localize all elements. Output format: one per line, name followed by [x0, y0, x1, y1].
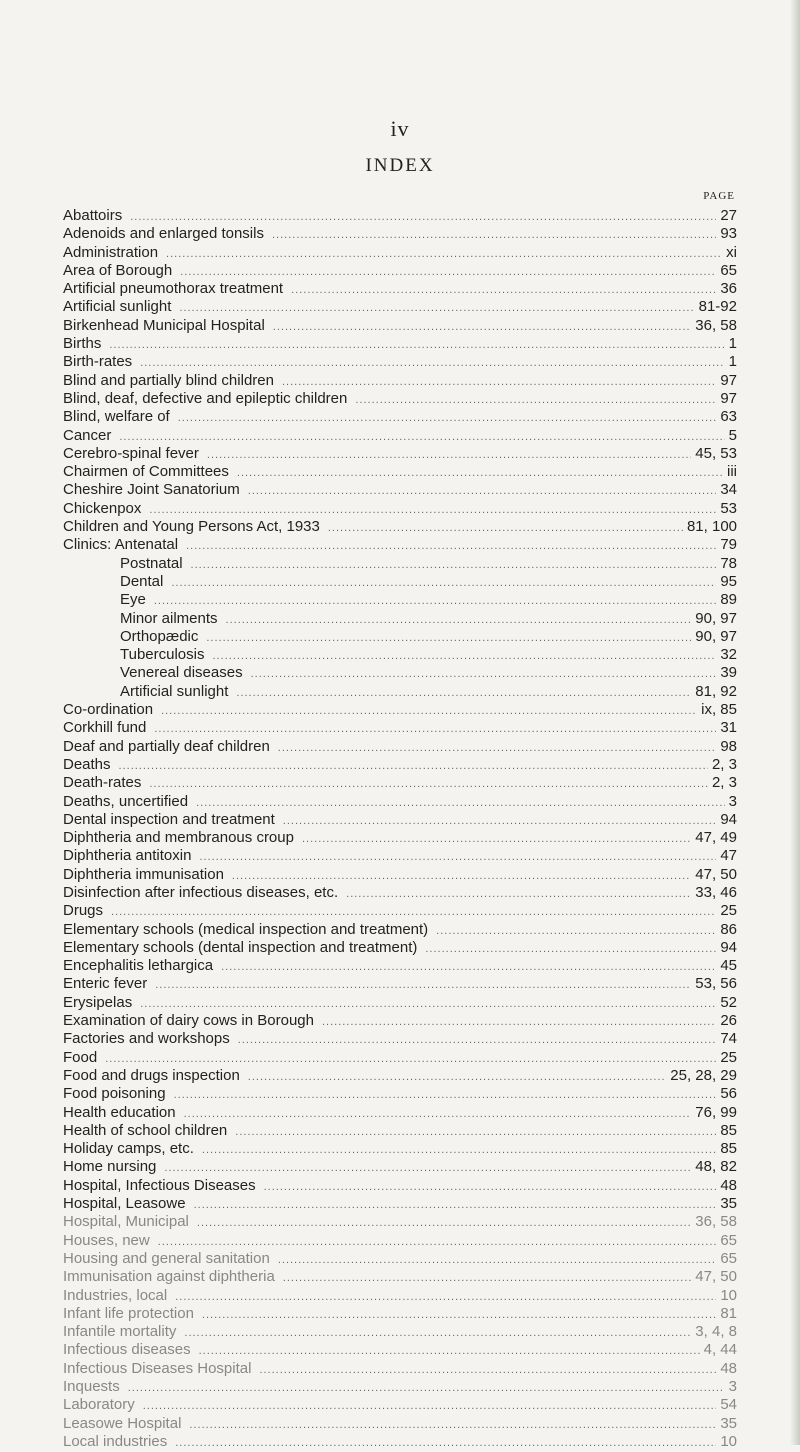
- index-entry: [63, 829, 737, 847]
- leader-dots: [166, 245, 722, 263]
- leader-dots: [196, 794, 725, 812]
- index-entry: [63, 884, 737, 902]
- index-entry: [63, 1140, 737, 1158]
- entry-label: Minor ailments: [120, 609, 218, 627]
- index-entry: [63, 1360, 737, 1378]
- entry-pages: 10: [720, 1286, 737, 1304]
- entry-label: Birkenhead Municipal Hospital: [63, 316, 265, 334]
- entry-label: Health education: [63, 1103, 176, 1121]
- entry-label: Death-rates: [63, 774, 142, 792]
- entry-label: Infectious Diseases Hospital: [63, 1359, 252, 1377]
- entry-pages: 81: [720, 1304, 737, 1322]
- index-entry: [63, 719, 737, 737]
- leader-dots: [199, 848, 716, 866]
- entry-pages: 53: [720, 499, 737, 517]
- index-entry: [63, 646, 737, 664]
- entry-label: Infantile mortality: [63, 1323, 177, 1341]
- leader-dots: [278, 1251, 716, 1269]
- entry-pages: 25: [720, 1048, 737, 1066]
- leader-dots: [154, 592, 716, 610]
- leader-dots: [191, 556, 717, 574]
- entry-label: Food and drugs inspection: [63, 1066, 240, 1084]
- leader-dots: [130, 208, 716, 226]
- entry-pages: 47, 50: [695, 865, 737, 883]
- entry-pages: 3: [728, 792, 737, 810]
- entry-label: Drugs: [63, 902, 104, 920]
- entry-pages: 1: [728, 353, 737, 371]
- leader-dots: [119, 757, 708, 775]
- entry-label: Elementary schools (medical inspection and treatment): [63, 920, 429, 938]
- index-entry: [63, 1012, 737, 1030]
- index-entry: [63, 481, 737, 499]
- entry-label: Infant life protection: [63, 1304, 194, 1322]
- index-entry: [63, 610, 737, 628]
- entry-pages: 3, 4, 8: [695, 1323, 737, 1341]
- entry-pages: 47: [720, 847, 737, 865]
- leader-dots: [283, 812, 717, 830]
- index-entry: [63, 628, 737, 646]
- index-entry: [63, 244, 737, 262]
- index-entry: [63, 317, 737, 335]
- leader-dots: [221, 958, 716, 976]
- entry-pages: 56: [720, 1085, 737, 1103]
- entry-label: Diphtheria immunisation: [63, 865, 224, 883]
- entry-label: Elementary schools (dental inspection and treatment): [63, 938, 418, 956]
- leader-dots: [140, 995, 716, 1013]
- entry-label: Administration: [63, 243, 159, 261]
- entry-label: Chairmen of Committees: [63, 463, 229, 481]
- entry-pages: 45: [720, 957, 737, 975]
- leader-dots: [251, 665, 717, 683]
- index-entry: [63, 683, 737, 701]
- leader-dots: [180, 263, 716, 281]
- leader-dots: [164, 1159, 691, 1177]
- leader-dots: [189, 1416, 716, 1434]
- entry-pages: 97: [720, 389, 737, 407]
- entry-pages: 36, 58: [695, 1213, 737, 1231]
- entry-pages: 32: [720, 646, 737, 664]
- index-entry: [63, 536, 737, 554]
- leader-dots: [237, 464, 723, 482]
- index-entry: [63, 664, 737, 682]
- entry-label: Dental inspection and treatment: [63, 810, 275, 828]
- entry-pages: 47, 49: [695, 829, 737, 847]
- index-title: INDEX: [365, 155, 435, 176]
- entry-label: Abattoirs: [63, 207, 123, 224]
- entry-label: Enteric fever: [63, 975, 148, 993]
- leader-dots: [184, 1105, 692, 1123]
- leader-dots: [149, 775, 708, 793]
- entry-pages: 81-92: [698, 298, 737, 316]
- entry-label: Infectious diseases: [63, 1341, 191, 1359]
- entry-label: Postnatal: [120, 554, 183, 572]
- entry-pages: 65: [720, 1249, 737, 1267]
- entry-label: Hospital, Leasowe: [63, 1195, 186, 1213]
- entry-label: Chickenpox: [63, 499, 142, 517]
- leader-dots: [235, 1123, 716, 1141]
- index-entry: [63, 793, 737, 811]
- index-entry: [63, 335, 737, 353]
- leader-dots: [291, 281, 716, 299]
- entry-label: Cerebro-spinal fever: [63, 444, 199, 462]
- index-entry: [63, 280, 737, 298]
- leader-dots: [174, 1086, 717, 1104]
- entry-pages: 81, 92: [695, 682, 737, 700]
- index-entry: [63, 1104, 737, 1122]
- leader-dots: [212, 647, 716, 665]
- leader-dots: [178, 409, 717, 427]
- index-entry: [63, 1341, 737, 1359]
- index-entry: [63, 975, 737, 993]
- entry-pages: 1: [728, 335, 737, 353]
- entry-pages: 95: [720, 572, 737, 590]
- entry-pages: 76, 99: [695, 1103, 737, 1121]
- entry-pages: 2, 3: [711, 774, 737, 792]
- entry-pages: 89: [720, 591, 737, 609]
- entry-pages: 53, 56: [695, 975, 737, 993]
- entry-pages: 47, 50: [695, 1268, 737, 1286]
- entry-label: Hospital, Municipal: [63, 1213, 189, 1231]
- index-entry: [63, 756, 737, 774]
- entry-pages: iii: [727, 463, 737, 481]
- leader-dots: [109, 336, 724, 354]
- entry-pages: 48, 82: [695, 1158, 737, 1176]
- index-entry: [63, 902, 737, 920]
- entry-pages: 36, 58: [695, 316, 737, 334]
- entry-pages: 79: [720, 536, 737, 554]
- leader-dots: [158, 1233, 717, 1251]
- page-number: iv: [390, 116, 410, 141]
- leader-dots: [202, 1141, 716, 1159]
- index-entry: [63, 957, 737, 975]
- entry-pages: 36: [720, 280, 737, 298]
- entry-label: Artificial sunlight: [120, 682, 229, 700]
- entry-pages: 31: [720, 719, 737, 737]
- entry-label: Encephalitis lethargica: [63, 957, 214, 975]
- index-entry: [63, 1396, 737, 1414]
- entry-pages: 94: [720, 810, 737, 828]
- index-entry: [63, 1433, 737, 1451]
- index-entry: [63, 1195, 737, 1213]
- leader-dots: [149, 501, 716, 519]
- entry-pages: 2, 3: [711, 755, 737, 773]
- entry-pages: 48: [720, 1176, 737, 1194]
- leader-dots: [175, 1288, 716, 1306]
- entry-label: Venereal diseases: [120, 664, 243, 682]
- leader-dots: [248, 482, 717, 500]
- entry-pages: 27: [720, 207, 737, 224]
- leader-dots: [197, 1214, 691, 1232]
- leader-dots: [111, 903, 716, 921]
- leader-dots: [143, 1397, 717, 1415]
- index-entry: [63, 1067, 737, 1085]
- leader-dots: [105, 1050, 716, 1068]
- leader-dots: [199, 1342, 700, 1360]
- entry-label: Cheshire Joint Sanatorium: [63, 481, 240, 499]
- entry-label: Examination of dairy cows in Borough: [63, 1012, 314, 1030]
- index-entry: [63, 353, 737, 371]
- index-entry: [63, 701, 737, 719]
- entry-label: Diphtheria antitoxin: [63, 847, 192, 865]
- entry-pages: 25: [720, 902, 737, 920]
- leader-dots: [184, 1324, 691, 1342]
- leader-dots: [171, 574, 716, 592]
- leader-dots: [278, 739, 717, 757]
- entry-label: Deaf and partially deaf children: [63, 737, 270, 755]
- entry-pages: 81, 100: [686, 518, 737, 536]
- entry-pages: 48: [720, 1359, 737, 1377]
- index-entry: [63, 372, 737, 390]
- leader-dots: [179, 299, 694, 317]
- index-entry: [63, 1049, 737, 1067]
- leader-dots: [248, 1068, 666, 1086]
- index-entry: [63, 994, 737, 1012]
- index-entry: [63, 1213, 737, 1231]
- index-entry: [63, 1268, 737, 1286]
- entry-label: Artificial sunlight: [63, 298, 172, 316]
- entry-pages: 90, 97: [695, 627, 737, 645]
- entry-pages: 97: [720, 371, 737, 389]
- entry-label: Artificial pneumothorax treatment: [63, 280, 284, 298]
- entry-pages: 65: [720, 261, 737, 279]
- index-entry: [63, 1030, 737, 1048]
- entry-label: Factories and workshops: [63, 1030, 230, 1048]
- index-entry: [63, 847, 737, 865]
- leader-dots: [175, 1434, 716, 1452]
- leader-dots: [140, 354, 724, 372]
- leader-dots: [322, 1013, 716, 1031]
- entry-label: Eye: [120, 591, 146, 609]
- entry-label: Cancer: [63, 426, 112, 444]
- entry-pages: 39: [720, 664, 737, 682]
- entry-label: Blind, deaf, defective and epileptic children: [63, 389, 348, 407]
- entry-pages: 54: [720, 1396, 737, 1414]
- leader-dots: [264, 1178, 717, 1196]
- index-entry: [63, 298, 737, 316]
- entry-pages: 26: [720, 1012, 737, 1030]
- index-entry: [63, 390, 737, 408]
- index-entry: [63, 445, 737, 463]
- entry-label: Hospital, Infectious Diseases: [63, 1176, 256, 1194]
- entry-label: Industries, local: [63, 1286, 168, 1304]
- entry-label: Inquests: [63, 1378, 120, 1395]
- leader-dots: [355, 391, 716, 409]
- index-entry: [63, 1305, 737, 1323]
- leader-dots: [273, 318, 692, 336]
- entry-label: Area of Borough: [63, 261, 173, 279]
- index-entry: [63, 921, 737, 939]
- entry-label: Holiday camps, etc.: [63, 1140, 194, 1158]
- index-list: [63, 207, 737, 1451]
- entry-pages: 4, 44: [703, 1341, 737, 1359]
- index-entry: [63, 1177, 737, 1195]
- index-entry: [63, 939, 737, 957]
- entry-label: Food: [63, 1048, 98, 1066]
- entry-label: Corkhill fund: [63, 719, 147, 737]
- index-entry: [63, 811, 737, 829]
- entry-label: Birth-rates: [63, 353, 133, 371]
- index-entry: [63, 1158, 737, 1176]
- entry-pages: 98: [720, 737, 737, 755]
- entry-label: Health of school children: [63, 1121, 228, 1139]
- index-entry: [63, 262, 737, 280]
- leader-dots: [282, 373, 716, 391]
- leader-dots: [154, 720, 716, 738]
- index-entry: [63, 408, 737, 426]
- leader-dots: [226, 611, 692, 629]
- index-entry: [63, 573, 737, 591]
- leader-dots: [232, 867, 691, 885]
- index-entry: [63, 518, 737, 536]
- leader-dots: [259, 1361, 716, 1379]
- entry-label: Diphtheria and membranous croup: [63, 829, 294, 847]
- entry-pages: 25, 28, 29: [670, 1066, 737, 1084]
- entry-pages: 93: [720, 225, 737, 243]
- index-entry: [63, 1415, 737, 1433]
- index-entry: [63, 866, 737, 884]
- index-entry: [63, 555, 737, 573]
- page-column-heading: PAGE: [703, 190, 735, 202]
- entry-label: Home nursing: [63, 1158, 157, 1176]
- index-entry: [63, 1287, 737, 1305]
- entry-pages: 33, 46: [695, 883, 737, 901]
- scan-edge-shadow: [790, 0, 800, 1445]
- entry-pages: 52: [720, 993, 737, 1011]
- entry-label: Dental: [120, 572, 164, 590]
- leader-dots: [186, 537, 716, 555]
- entry-label: Blind, welfare of: [63, 408, 170, 426]
- entry-pages: 85: [720, 1140, 737, 1158]
- entry-pages: 45, 53: [695, 444, 737, 462]
- entry-pages: 94: [720, 938, 737, 956]
- entry-label: Clinics: Antenatal: [63, 536, 179, 554]
- entry-pages: ix, 85: [701, 701, 737, 719]
- leader-dots: [272, 226, 716, 244]
- entry-label: Local industries: [63, 1432, 168, 1450]
- entry-label: Births: [63, 335, 102, 353]
- leader-dots: [207, 446, 691, 464]
- entry-label: Adenoids and enlarged tonsils: [63, 225, 264, 243]
- leader-dots: [238, 1031, 717, 1049]
- leader-dots: [206, 629, 691, 647]
- entry-label: Leasowe Hospital: [63, 1414, 182, 1432]
- entry-pages: 63: [720, 408, 737, 426]
- entry-label: Food poisoning: [63, 1085, 166, 1103]
- entry-label: Children and Young Persons Act, 1933: [63, 518, 320, 536]
- leader-dots: [283, 1269, 691, 1287]
- leader-dots: [194, 1196, 717, 1214]
- entry-pages: 34: [720, 481, 737, 499]
- index-entry: [63, 1232, 737, 1250]
- index-entry: [63, 1323, 737, 1341]
- entry-pages: 85: [720, 1121, 737, 1139]
- index-entry: [63, 427, 737, 445]
- index-entry: [63, 1250, 737, 1268]
- leader-dots: [328, 519, 683, 537]
- entry-pages: 5: [728, 426, 737, 444]
- index-entry: [63, 225, 737, 243]
- leader-dots: [155, 976, 691, 994]
- entry-pages: 74: [720, 1030, 737, 1048]
- leader-dots: [128, 1379, 725, 1397]
- entry-pages: 35: [720, 1195, 737, 1213]
- index-entry: [63, 207, 737, 225]
- entry-label: Deaths: [63, 755, 111, 773]
- entry-label: Deaths, uncertified: [63, 792, 189, 810]
- entry-label: Immunisation against diphtheria: [63, 1268, 275, 1286]
- leader-dots: [119, 428, 724, 446]
- entry-pages: 35: [720, 1414, 737, 1432]
- entry-label: Disinfection after infectious diseases, etc.: [63, 883, 339, 901]
- leader-dots: [436, 922, 716, 940]
- entry-label: Orthopædic: [120, 627, 199, 645]
- entry-pages: xi: [726, 243, 737, 261]
- entry-label: Housing and general sanitation: [63, 1249, 270, 1267]
- entry-pages: 65: [720, 1231, 737, 1249]
- index-entry: [63, 774, 737, 792]
- index-entry: [63, 591, 737, 609]
- index-entry: [63, 738, 737, 756]
- entry-label: Tuberculosis: [120, 646, 205, 664]
- leader-dots: [202, 1306, 716, 1324]
- index-entry: [63, 1122, 737, 1140]
- entry-pages: 90, 97: [695, 609, 737, 627]
- index-entry: [63, 500, 737, 518]
- entry-pages: 86: [720, 920, 737, 938]
- leader-dots: [236, 684, 691, 702]
- entry-pages: 10: [720, 1432, 737, 1450]
- index-entry: [63, 463, 737, 481]
- entry-label: Co-ordination: [63, 701, 154, 719]
- entry-pages: 78: [720, 554, 737, 572]
- leader-dots: [302, 830, 691, 848]
- index-entry: [63, 1085, 737, 1103]
- entry-label: Blind and partially blind children: [63, 371, 274, 389]
- entry-pages: 3: [728, 1378, 737, 1395]
- index-entry: [63, 1378, 737, 1396]
- entry-label: Erysipelas: [63, 993, 133, 1011]
- entry-label: Houses, new: [63, 1231, 150, 1249]
- leader-dots: [346, 885, 691, 903]
- entry-label: Laboratory: [63, 1396, 135, 1414]
- leader-dots: [161, 702, 697, 720]
- leader-dots: [425, 940, 716, 958]
